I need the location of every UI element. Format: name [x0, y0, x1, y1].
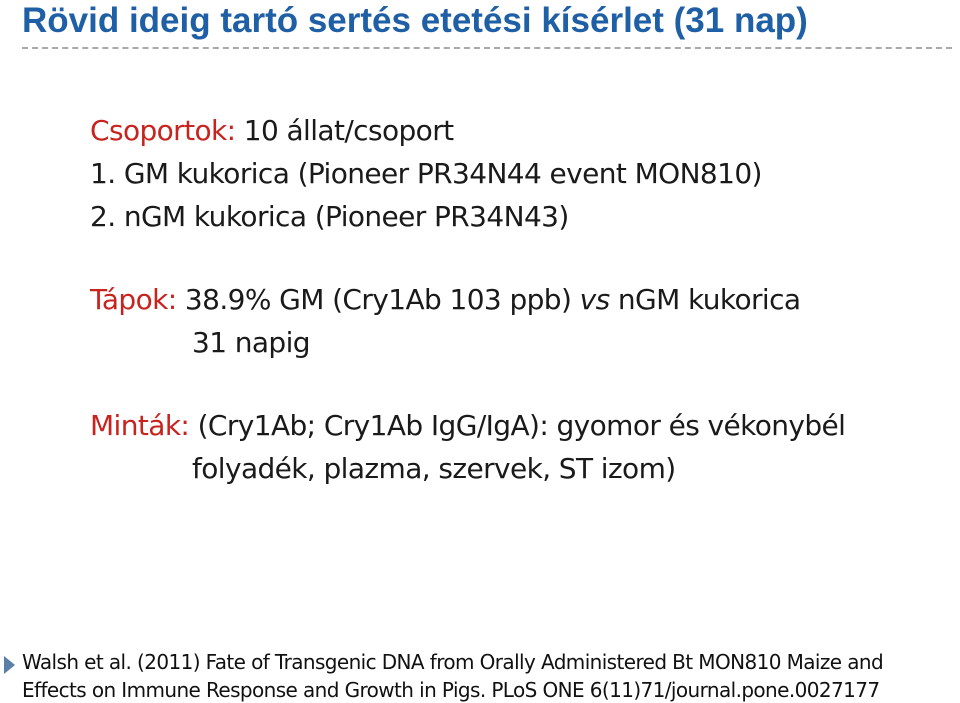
groups-label: Csoportok:	[90, 114, 236, 147]
samples-line-2: folyadék, plazma, szervek, ST izom)	[192, 452, 676, 485]
group-item-2: 2. nGM kukorica (Pioneer PR34N43)	[90, 200, 569, 233]
reference-line-1: Walsh et al. (2011) Fate of Transgenic DNA from Orally Administered Bt MON810 Maize and	[22, 650, 884, 674]
feeds-text-after: nGM kukorica	[609, 283, 801, 316]
feeds-vs: vs	[579, 283, 610, 316]
slide-title: Rövid ideig tartó sertés etetési kísérlet (31 nap)	[22, 1, 808, 40]
feeds-label: Tápok:	[90, 283, 177, 316]
samples-text: (Cry1Ab; Cry1Ab IgG/IgA): gyomor és vékonybél	[189, 409, 846, 442]
group-item-1: 1. GM kukorica (Pioneer PR34N44 event MON810)	[90, 157, 762, 190]
title-divider	[22, 47, 952, 49]
groups-text: 10 állat/csoport	[235, 114, 454, 147]
feeds-duration: 31 napig	[192, 326, 310, 359]
groups-line	[90, 114, 453, 148]
samples-label: Minták:	[90, 409, 190, 442]
bullet-arrow-icon	[4, 656, 15, 674]
feeds-text: 38.9% GM (Cry1Ab 103 ppb)	[176, 283, 580, 316]
samples-line	[90, 409, 845, 443]
reference-line-2: Effects on Immune Response and Growth in Pigs. PLoS ONE 6(11)71/journal.pone.0027177	[22, 678, 880, 702]
feeds-line	[90, 283, 800, 317]
